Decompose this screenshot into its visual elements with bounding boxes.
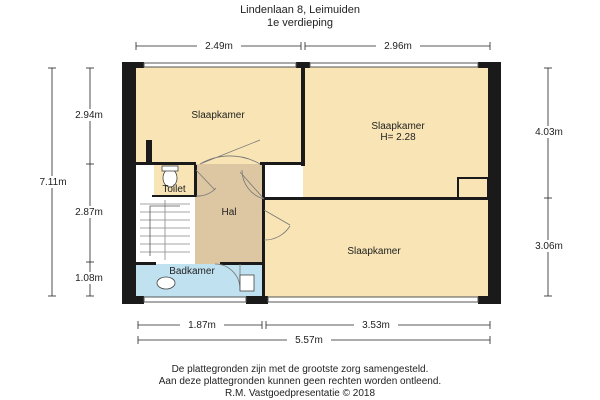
room-label-bedroom-top-right: Slaapkamer	[371, 121, 425, 132]
dim-right-top: 4.03m	[535, 127, 563, 138]
copyright-line: R.M. Vastgoedpresentatie © 2018	[224, 388, 376, 399]
shower	[240, 275, 254, 291]
dim-left-mid: 2.87m	[75, 207, 103, 218]
ceiling-height-label: H= 2.28	[380, 132, 416, 143]
dim-left-total: 7.11m	[39, 177, 67, 188]
room-label-bedroom-top-left: Slaapkamer	[191, 110, 245, 121]
dim-bottom-left: 1.87m	[188, 320, 216, 331]
dim-left-top: 2.94m	[75, 110, 103, 121]
disclaimer-line-2: Aan deze plattegronden kunnen geen rechten worden ontleend.	[158, 376, 442, 387]
room-label-hall: Hal	[221, 207, 237, 218]
room-label-bathroom: Badkamer	[169, 266, 215, 277]
dim-right-bottom: 3.06m	[535, 241, 563, 252]
disclaimer-line-1: De plattegronden zijn met de grootste zorg samengesteld.	[171, 364, 429, 375]
room-label-toilet: Toilet	[162, 184, 186, 195]
dim-bottom-total: 5.57m	[295, 335, 323, 346]
room-label-bedroom-bottom: Slaapkamer	[347, 246, 401, 257]
sink	[157, 277, 175, 289]
dim-top-right: 2.96m	[384, 41, 412, 52]
address-title: Lindenlaan 8, Leimuiden	[240, 4, 360, 16]
floor-subtitle: 1e verdieping	[266, 17, 334, 29]
dim-top-left: 2.49m	[205, 41, 233, 52]
dim-bottom-right: 3.53m	[362, 320, 390, 331]
dim-left-bottom: 1.08m	[75, 273, 103, 284]
